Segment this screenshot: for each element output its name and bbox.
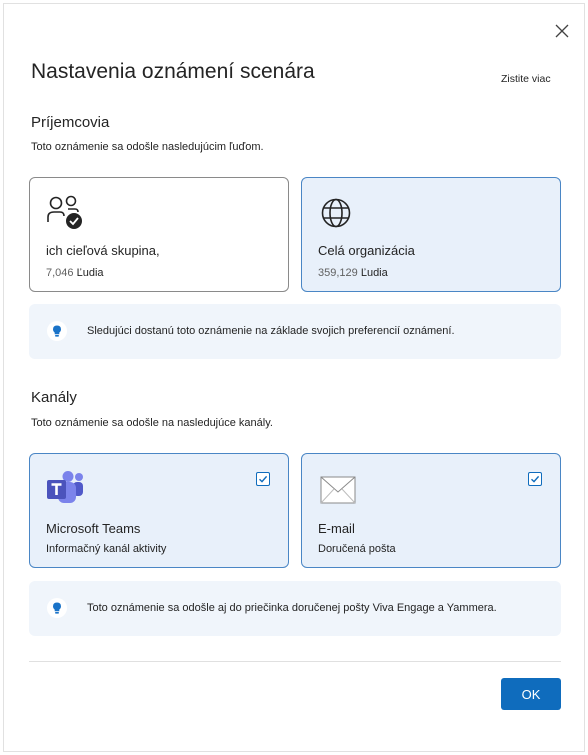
lightbulb-icon <box>47 598 67 618</box>
recipients-info-box <box>29 304 561 359</box>
globe-icon <box>320 197 352 229</box>
checkmark-icon <box>258 474 268 484</box>
channels-description: Toto oznámenie sa odošle na nasledujúce kanály. <box>31 417 273 429</box>
card-title: E-mail <box>318 521 355 536</box>
mail-icon <box>320 476 356 504</box>
channel-card-microsoft-teams[interactable] <box>29 453 289 568</box>
card-people-count <box>46 267 104 279</box>
card-subtitle: Informačný kanál aktivity <box>46 543 167 555</box>
close-icon <box>555 24 569 38</box>
card-subtitle: Doručená pošta <box>318 543 396 555</box>
card-title: ich cieľová skupina, <box>46 243 160 258</box>
teams-icon <box>46 471 84 505</box>
people-unit: Ľudia <box>360 267 388 279</box>
close-button[interactable] <box>552 21 572 41</box>
card-title: Celá organizácia <box>318 243 415 258</box>
email-checkbox[interactable] <box>528 472 542 486</box>
people-count: 7,046 <box>46 267 74 279</box>
channels-heading: Kanály <box>31 389 77 406</box>
people-unit: Ľudia <box>76 267 104 279</box>
checkmark-icon <box>530 474 540 484</box>
card-title: Microsoft Teams <box>46 521 141 536</box>
notification-settings-dialog <box>3 3 585 752</box>
dialog-title: Nastavenia oznámení scenára <box>31 60 315 83</box>
lightbulb-icon <box>47 321 67 341</box>
learn-more-link[interactable]: Zistite viac <box>501 73 551 85</box>
people-count: 359,129 <box>318 267 358 279</box>
people-check-icon <box>46 195 84 231</box>
channels-info-text: Toto oznámenie sa odošle aj do priečinka doručenej pošty Viva Engage a Yammera. <box>87 602 497 614</box>
recipients-description: Toto oznámenie sa odošle nasledujúcim ľuďom. <box>31 141 264 153</box>
card-people-count <box>318 267 388 279</box>
channels-info-box <box>29 581 561 636</box>
channel-card-email[interactable] <box>301 453 561 568</box>
recipients-info-text: Sledujúci dostanú toto oznámenie na základe svojich preferencií oznámení. <box>87 325 455 337</box>
footer-divider <box>29 661 561 662</box>
ok-button[interactable]: OK <box>501 678 561 710</box>
recipient-card-target-audience[interactable] <box>29 177 289 292</box>
recipient-card-whole-organization[interactable] <box>301 177 561 292</box>
recipients-heading: Príjemcovia <box>31 114 110 131</box>
teams-checkbox[interactable] <box>256 472 270 486</box>
